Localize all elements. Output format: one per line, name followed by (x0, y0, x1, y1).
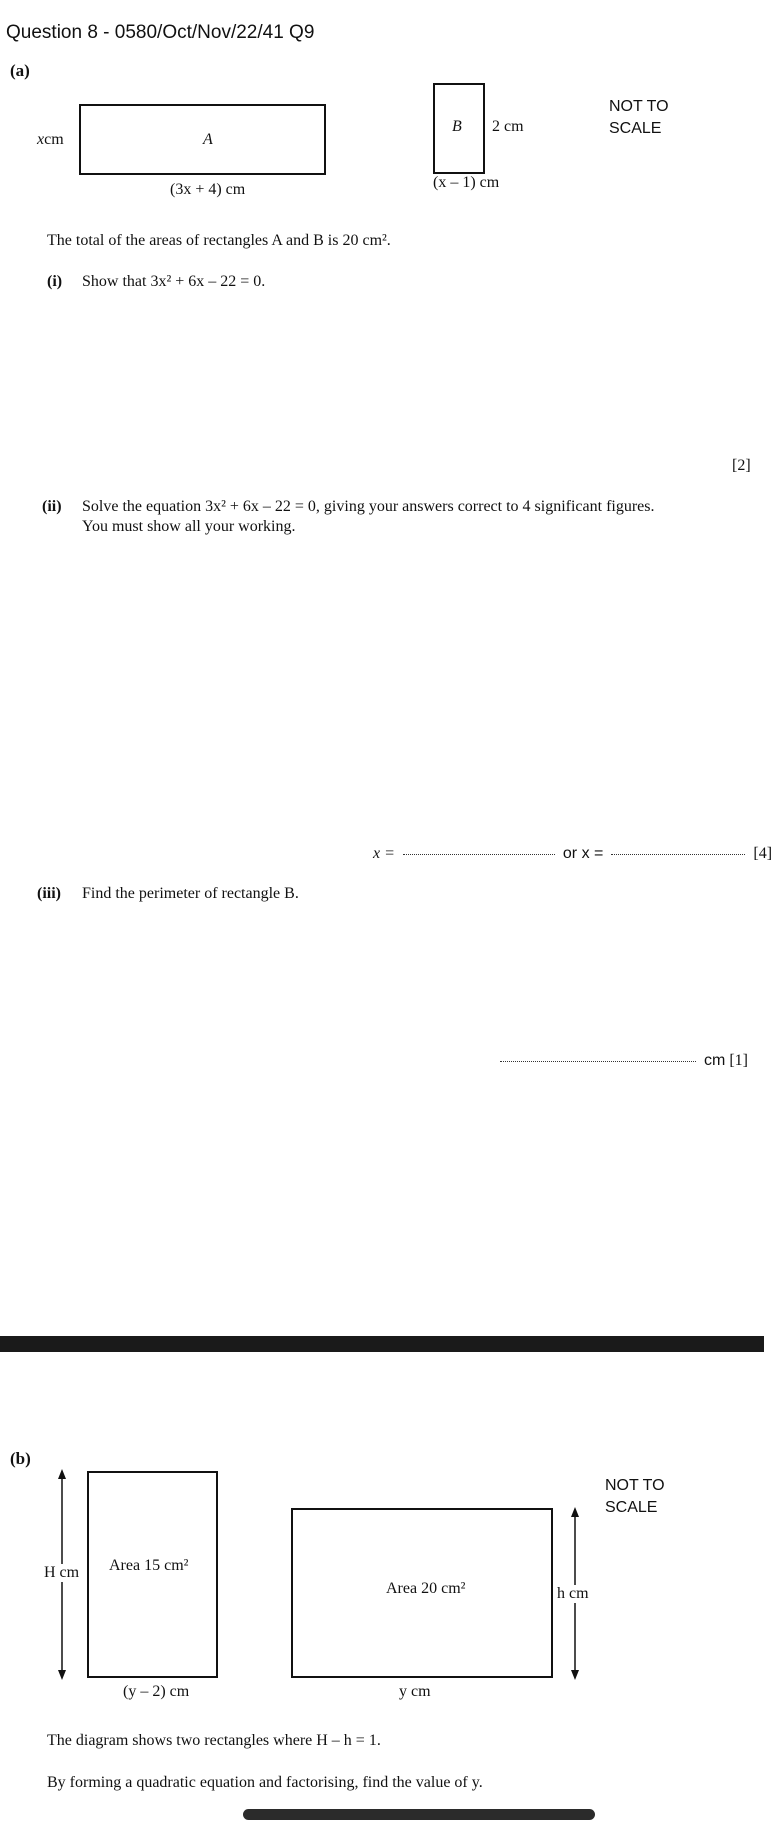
rect-a-bottom-label: (3x + 4) cm (170, 181, 246, 198)
part-a-ii-answer-line (373, 845, 772, 863)
rect-b-side-label: 2 cm (492, 118, 524, 135)
rect-b-bottom-label: (x – 1) cm (433, 174, 500, 191)
rect-a-name: A (203, 131, 213, 148)
part-a-iii-label: (iii) (37, 885, 61, 902)
part-a-iii-text: Find the perimeter of rectangle B. (82, 885, 299, 902)
not-to-scale-line2: SCALE (609, 120, 662, 137)
rect-right-bottom-label: y cm (399, 1683, 431, 1700)
rect-left-area-label: Area 15 cm² (109, 1557, 189, 1574)
part-a-iii-marks: [1] (729, 1052, 748, 1069)
rect-left-side-label: H cm (44, 1564, 80, 1581)
part-a-i-label: (i) (47, 273, 63, 290)
answer-unit: cm (704, 1052, 726, 1069)
page-title: Question 8 - 0580/Oct/Nov/22/41 Q9 (6, 22, 315, 43)
answer-or: or x = (562, 845, 604, 862)
rect-b-name: B (452, 118, 462, 135)
rect-right-side-label: h cm (557, 1585, 589, 1602)
part-a-ii-text-line1: Solve the equation 3x² + 6x – 22 = 0, giving your answers correct to 4 significant figures. (82, 498, 655, 515)
not-to-scale-b-line2: SCALE (605, 1499, 658, 1516)
part-b-text2: By forming a quadratic equation and factorising, find the value of y. (47, 1774, 483, 1791)
part-a-i-marks: [2] (732, 457, 751, 474)
answer-blank-2[interactable] (611, 853, 745, 855)
rect-right-area-label: Area 20 cm² (386, 1580, 466, 1597)
part-a-i-text: Show that 3x² + 6x – 22 = 0. (82, 273, 266, 290)
not-to-scale-line1: NOT TO (609, 98, 669, 115)
section-divider (0, 1336, 764, 1352)
answer-prefix: x = (373, 845, 395, 862)
part-a-label: (a) (10, 61, 30, 80)
rect-left-bottom-label: (y – 2) cm (123, 1683, 190, 1700)
part-b-text1: The diagram shows two rectangles where H – h = 1. (47, 1732, 381, 1749)
part-b-label: (b) (10, 1449, 31, 1468)
part-a-intro: The total of the areas of rectangles A and B is 20 cm². (47, 232, 391, 249)
rect-a-side-label: xcm (37, 131, 64, 148)
part-a-ii-text-line2: You must show all your working. (82, 518, 296, 535)
not-to-scale-b-line1: NOT TO (605, 1477, 665, 1494)
part-a-ii-label: (ii) (42, 498, 62, 515)
part-a-iii-answer-line (496, 1052, 748, 1070)
home-indicator-bar[interactable] (243, 1809, 595, 1820)
answer-blank-3[interactable] (500, 1060, 696, 1062)
answer-blank-1[interactable] (403, 853, 555, 855)
part-a-ii-marks: [4] (753, 845, 772, 862)
